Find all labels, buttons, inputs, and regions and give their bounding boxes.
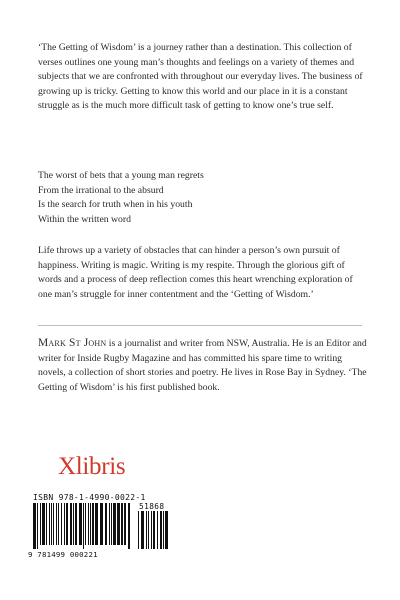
publisher-logo: Xlibris [58, 453, 126, 480]
barcode-bar [51, 503, 52, 545]
barcode-bar [113, 503, 116, 545]
barcode-bar [111, 503, 112, 545]
barcode-bar [146, 511, 147, 549]
section-divider [38, 325, 362, 326]
barcode-bar [148, 511, 149, 549]
barcode-bar [88, 503, 89, 545]
barcode-bar [61, 503, 62, 545]
barcode-bar [157, 511, 158, 549]
barcode-bar [75, 503, 77, 545]
isbn-label: ISBN 978-1-4990-0022-1 [33, 493, 146, 502]
ean-digits: 9 781499 000221 [28, 550, 98, 559]
blurb-paragraph-1-text: ‘The Getting of Wisdom’ is a journey rather than a destination. This collection of verses outlines one young man’s thoughts and feelings on a variety of themes and subjects that we are confronted with throughout our everyday lives. The business of growing up is tricky. Getting to know this world and our place in it is a constant struggle as is the much more difficult task of getting to know one’s true self. [38, 42, 363, 112]
barcode-bar [70, 503, 72, 545]
barcode-bar [141, 511, 144, 549]
barcode-bar [163, 511, 164, 549]
poem-line: Within the written word [38, 213, 131, 225]
barcode-bar [56, 503, 57, 545]
barcode-bar [95, 503, 98, 545]
poem-line: From the irrational to the absurd [38, 184, 164, 196]
poem-excerpt [38, 169, 368, 227]
blurb-paragraph-2-text: Life throws up a variety of obstacles that can hinder a person’s own pursuit of happiness. Writing is magic. Writing is my respite. Through the glorious gift of words and a process of deep reflection comes this heart wrenching exploration of one man’s struggle for inner contentment and the ‘Getting of Wisdom.’ [38, 245, 353, 300]
barcode-bar [92, 503, 94, 545]
blurb-paragraph-2 [38, 244, 368, 302]
barcode-bar [40, 503, 41, 545]
barcode-bar [90, 503, 91, 545]
barcode-bar [66, 503, 68, 545]
barcode-bar [53, 503, 54, 545]
ean-barcode [32, 503, 132, 549]
barcode-bar [128, 503, 130, 549]
barcode-bar [46, 503, 47, 545]
barcode-bar [124, 503, 126, 545]
barcode-bar [58, 503, 59, 545]
addon-barcode [137, 511, 171, 553]
barcode-bar [33, 503, 36, 549]
barcode-bar [105, 503, 107, 545]
author-name: Mark St John [38, 337, 107, 349]
barcode-bar [85, 503, 86, 545]
barcode-bar [121, 503, 123, 545]
barcode-bar [160, 511, 162, 549]
barcode-bar [42, 503, 45, 545]
author-bio-text: is a journalist and writer from NSW, Australia. He is an Editor and writer for Inside Rugby Magazine and has committed his spare time to writing novels, a collection of short stories and poetry. He lives in Rose Bay in Sydney. ‘The Getting of Wisdom’ is his first published book. [38, 338, 367, 393]
barcode-bar [37, 503, 38, 549]
addon-digits: 51868 [139, 502, 165, 511]
barcode-bar [83, 503, 84, 549]
barcode-bar [73, 503, 74, 545]
author-bio [38, 336, 368, 395]
barcode-bar [151, 511, 152, 549]
barcode-bar [117, 503, 120, 545]
blurb-paragraph-1 [38, 41, 368, 114]
barcode-bar [100, 503, 103, 545]
barcode-bar [165, 511, 168, 549]
barcode-bar [153, 511, 155, 549]
barcode-bar [49, 503, 50, 545]
poem-line: Is the search for truth when in his youth [38, 199, 193, 211]
barcode-bar [109, 503, 110, 545]
barcode-bar [79, 503, 82, 545]
poem-line: The worst of bets that a young man regrets [38, 170, 204, 181]
barcode-bar [64, 503, 65, 545]
barcode-bar [138, 511, 139, 549]
